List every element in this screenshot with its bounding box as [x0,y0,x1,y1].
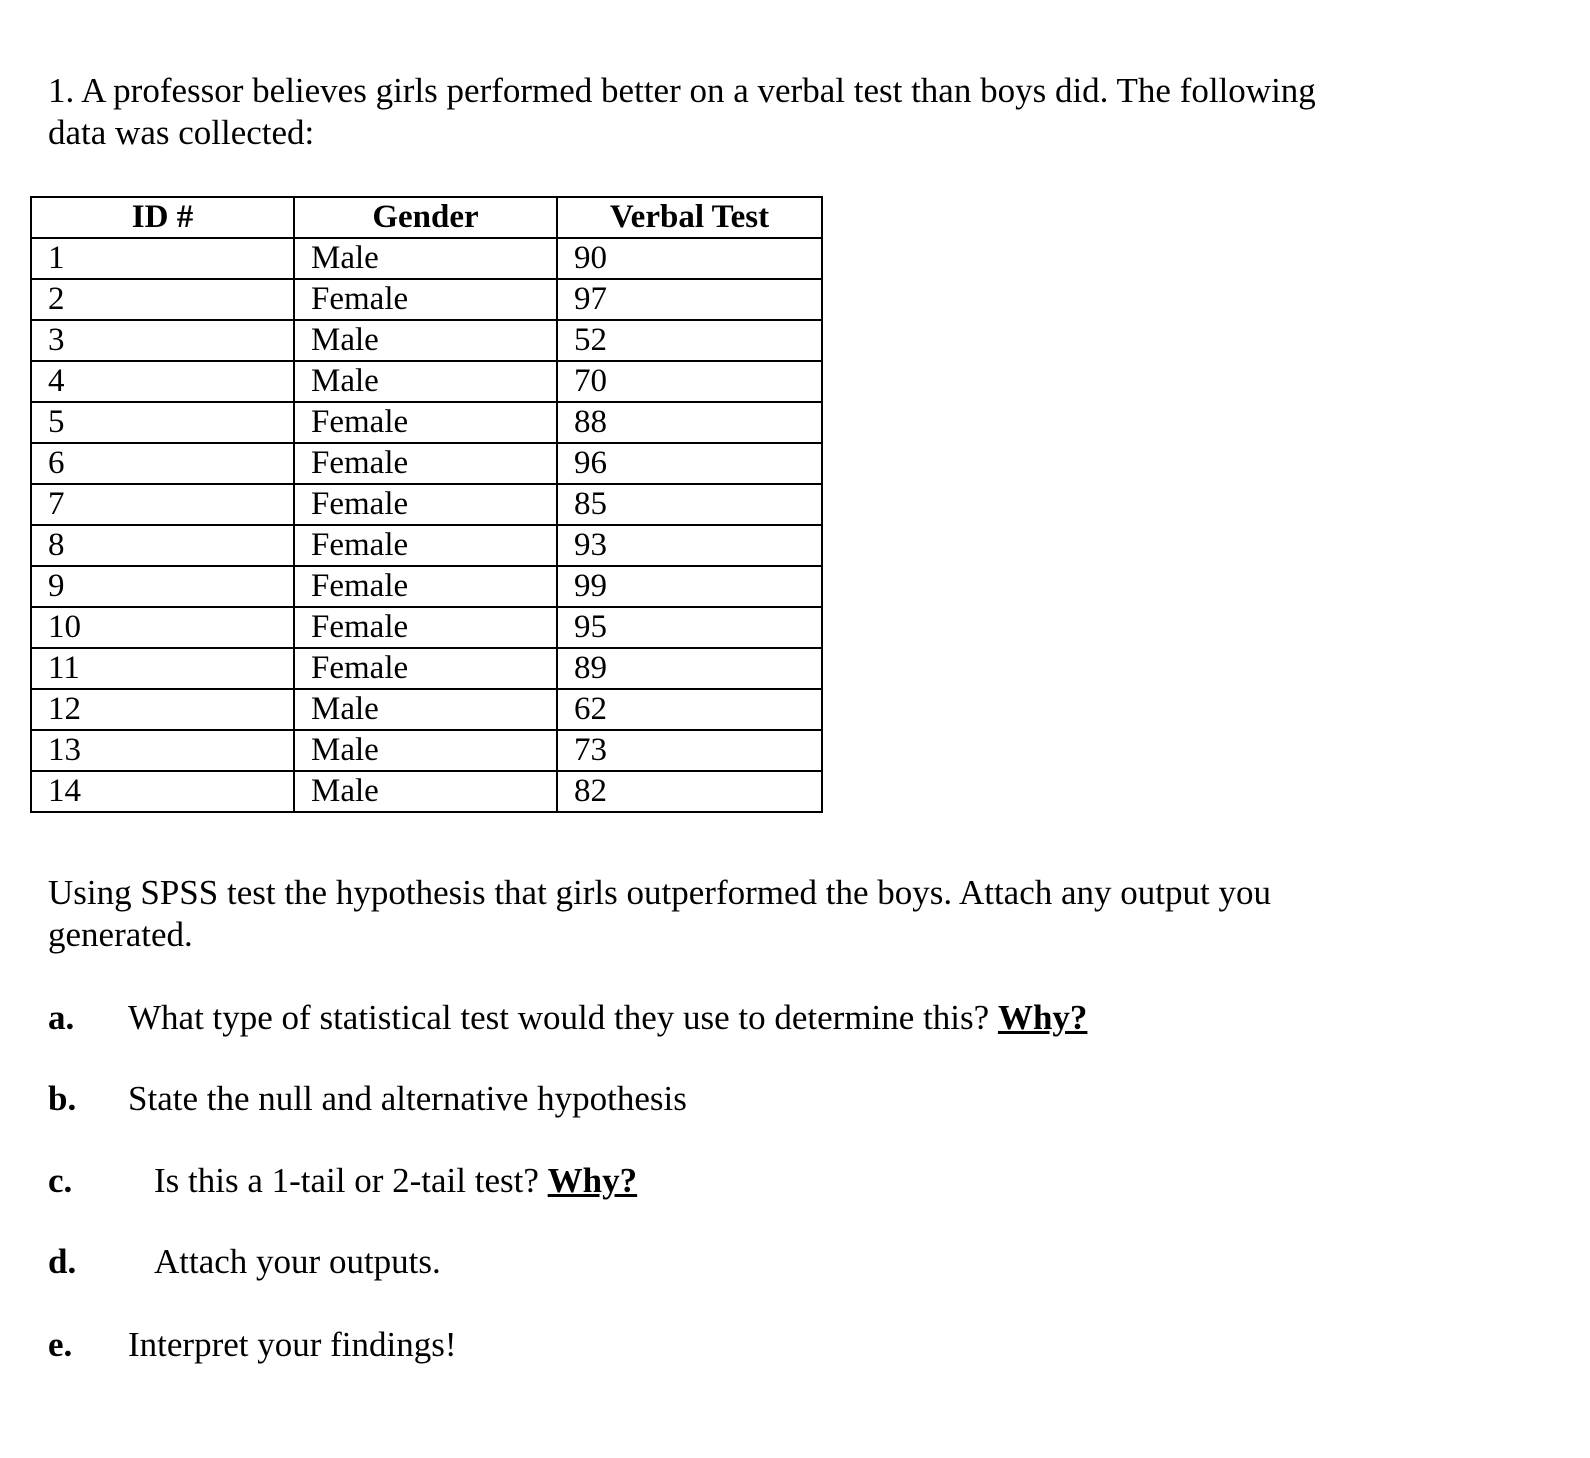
cell-id: 11 [31,648,294,689]
cell-verbal-test: 62 [557,689,822,730]
cell-gender: Female [294,279,557,320]
cell-id: 5 [31,402,294,443]
question-text [128,1078,687,1120]
table-row [31,566,822,607]
question-text [154,1241,441,1283]
cell-verbal-test: 89 [557,648,822,689]
cell-verbal-test: 99 [557,566,822,607]
cell-id: 8 [31,525,294,566]
cell-verbal-test: 90 [557,238,822,279]
question-text [128,1324,457,1366]
cell-verbal-test: 95 [557,607,822,648]
table-row [31,607,822,648]
cell-id: 3 [31,320,294,361]
question-emphasis: Why? [547,1161,638,1200]
cell-verbal-test: 96 [557,443,822,484]
cell-gender: Female [294,402,557,443]
cell-id: 13 [31,730,294,771]
cell-id: 9 [31,566,294,607]
table-row [31,648,822,689]
question-emphasis: Why? [997,998,1088,1037]
cell-gender: Male [294,771,557,812]
instruction-paragraph: Using SPSS test the hypothesis that girls outperformed the boys. Attach any output you generated. [48,873,1271,954]
question-letter: b. [48,1079,77,1118]
data-table [30,196,823,813]
cell-gender: Male [294,361,557,402]
intro-paragraph: 1. A professor believes girls performed better on a verbal test than boys did. The following data was collected: [48,71,1316,152]
question-letter: e. [48,1325,73,1364]
cell-id: 2 [31,279,294,320]
question-body: Attach your outputs. [154,1242,441,1281]
cell-gender: Male [294,320,557,361]
cell-id: 14 [31,771,294,812]
header-id: ID # [31,197,294,238]
cell-gender: Male [294,689,557,730]
cell-id: 1 [31,238,294,279]
table-row [31,279,822,320]
table-row [31,771,822,812]
question-body: Is this a 1-tail or 2-tail test? [154,1161,539,1200]
cell-id: 6 [31,443,294,484]
cell-verbal-test: 82 [557,771,822,812]
cell-verbal-test: 93 [557,525,822,566]
cell-verbal-test: 88 [557,402,822,443]
cell-verbal-test: 70 [557,361,822,402]
question-text [128,997,1087,1039]
table-row [31,443,822,484]
table-row [31,238,822,279]
table-row [31,730,822,771]
question-letter: c. [48,1161,73,1200]
cell-id: 4 [31,361,294,402]
cell-gender: Female [294,484,557,525]
cell-verbal-test: 85 [557,484,822,525]
cell-gender: Female [294,607,557,648]
question-letter: d. [48,1242,77,1281]
cell-gender: Male [294,238,557,279]
cell-id: 12 [31,689,294,730]
question-letter: a. [48,998,75,1037]
table-row [31,361,822,402]
table-row [31,320,822,361]
cell-gender: Female [294,566,557,607]
cell-id: 10 [31,607,294,648]
question-body: State the null and alternative hypothesis [128,1079,687,1118]
cell-gender: Male [294,730,557,771]
cell-gender: Female [294,648,557,689]
question-text [154,1160,637,1202]
cell-verbal-test: 52 [557,320,822,361]
table-row [31,525,822,566]
header-gender: Gender [294,197,557,238]
table-row [31,402,822,443]
question-body: Interpret your findings! [128,1325,457,1364]
table-header-row [31,197,822,238]
cell-id: 7 [31,484,294,525]
cell-gender: Female [294,443,557,484]
cell-verbal-test: 73 [557,730,822,771]
header-verbal-test: Verbal Test [557,197,822,238]
question-body: What type of statistical test would they use to determine this? [128,998,990,1037]
cell-gender: Female [294,525,557,566]
table-row [31,689,822,730]
cell-verbal-test: 97 [557,279,822,320]
table-row [31,484,822,525]
